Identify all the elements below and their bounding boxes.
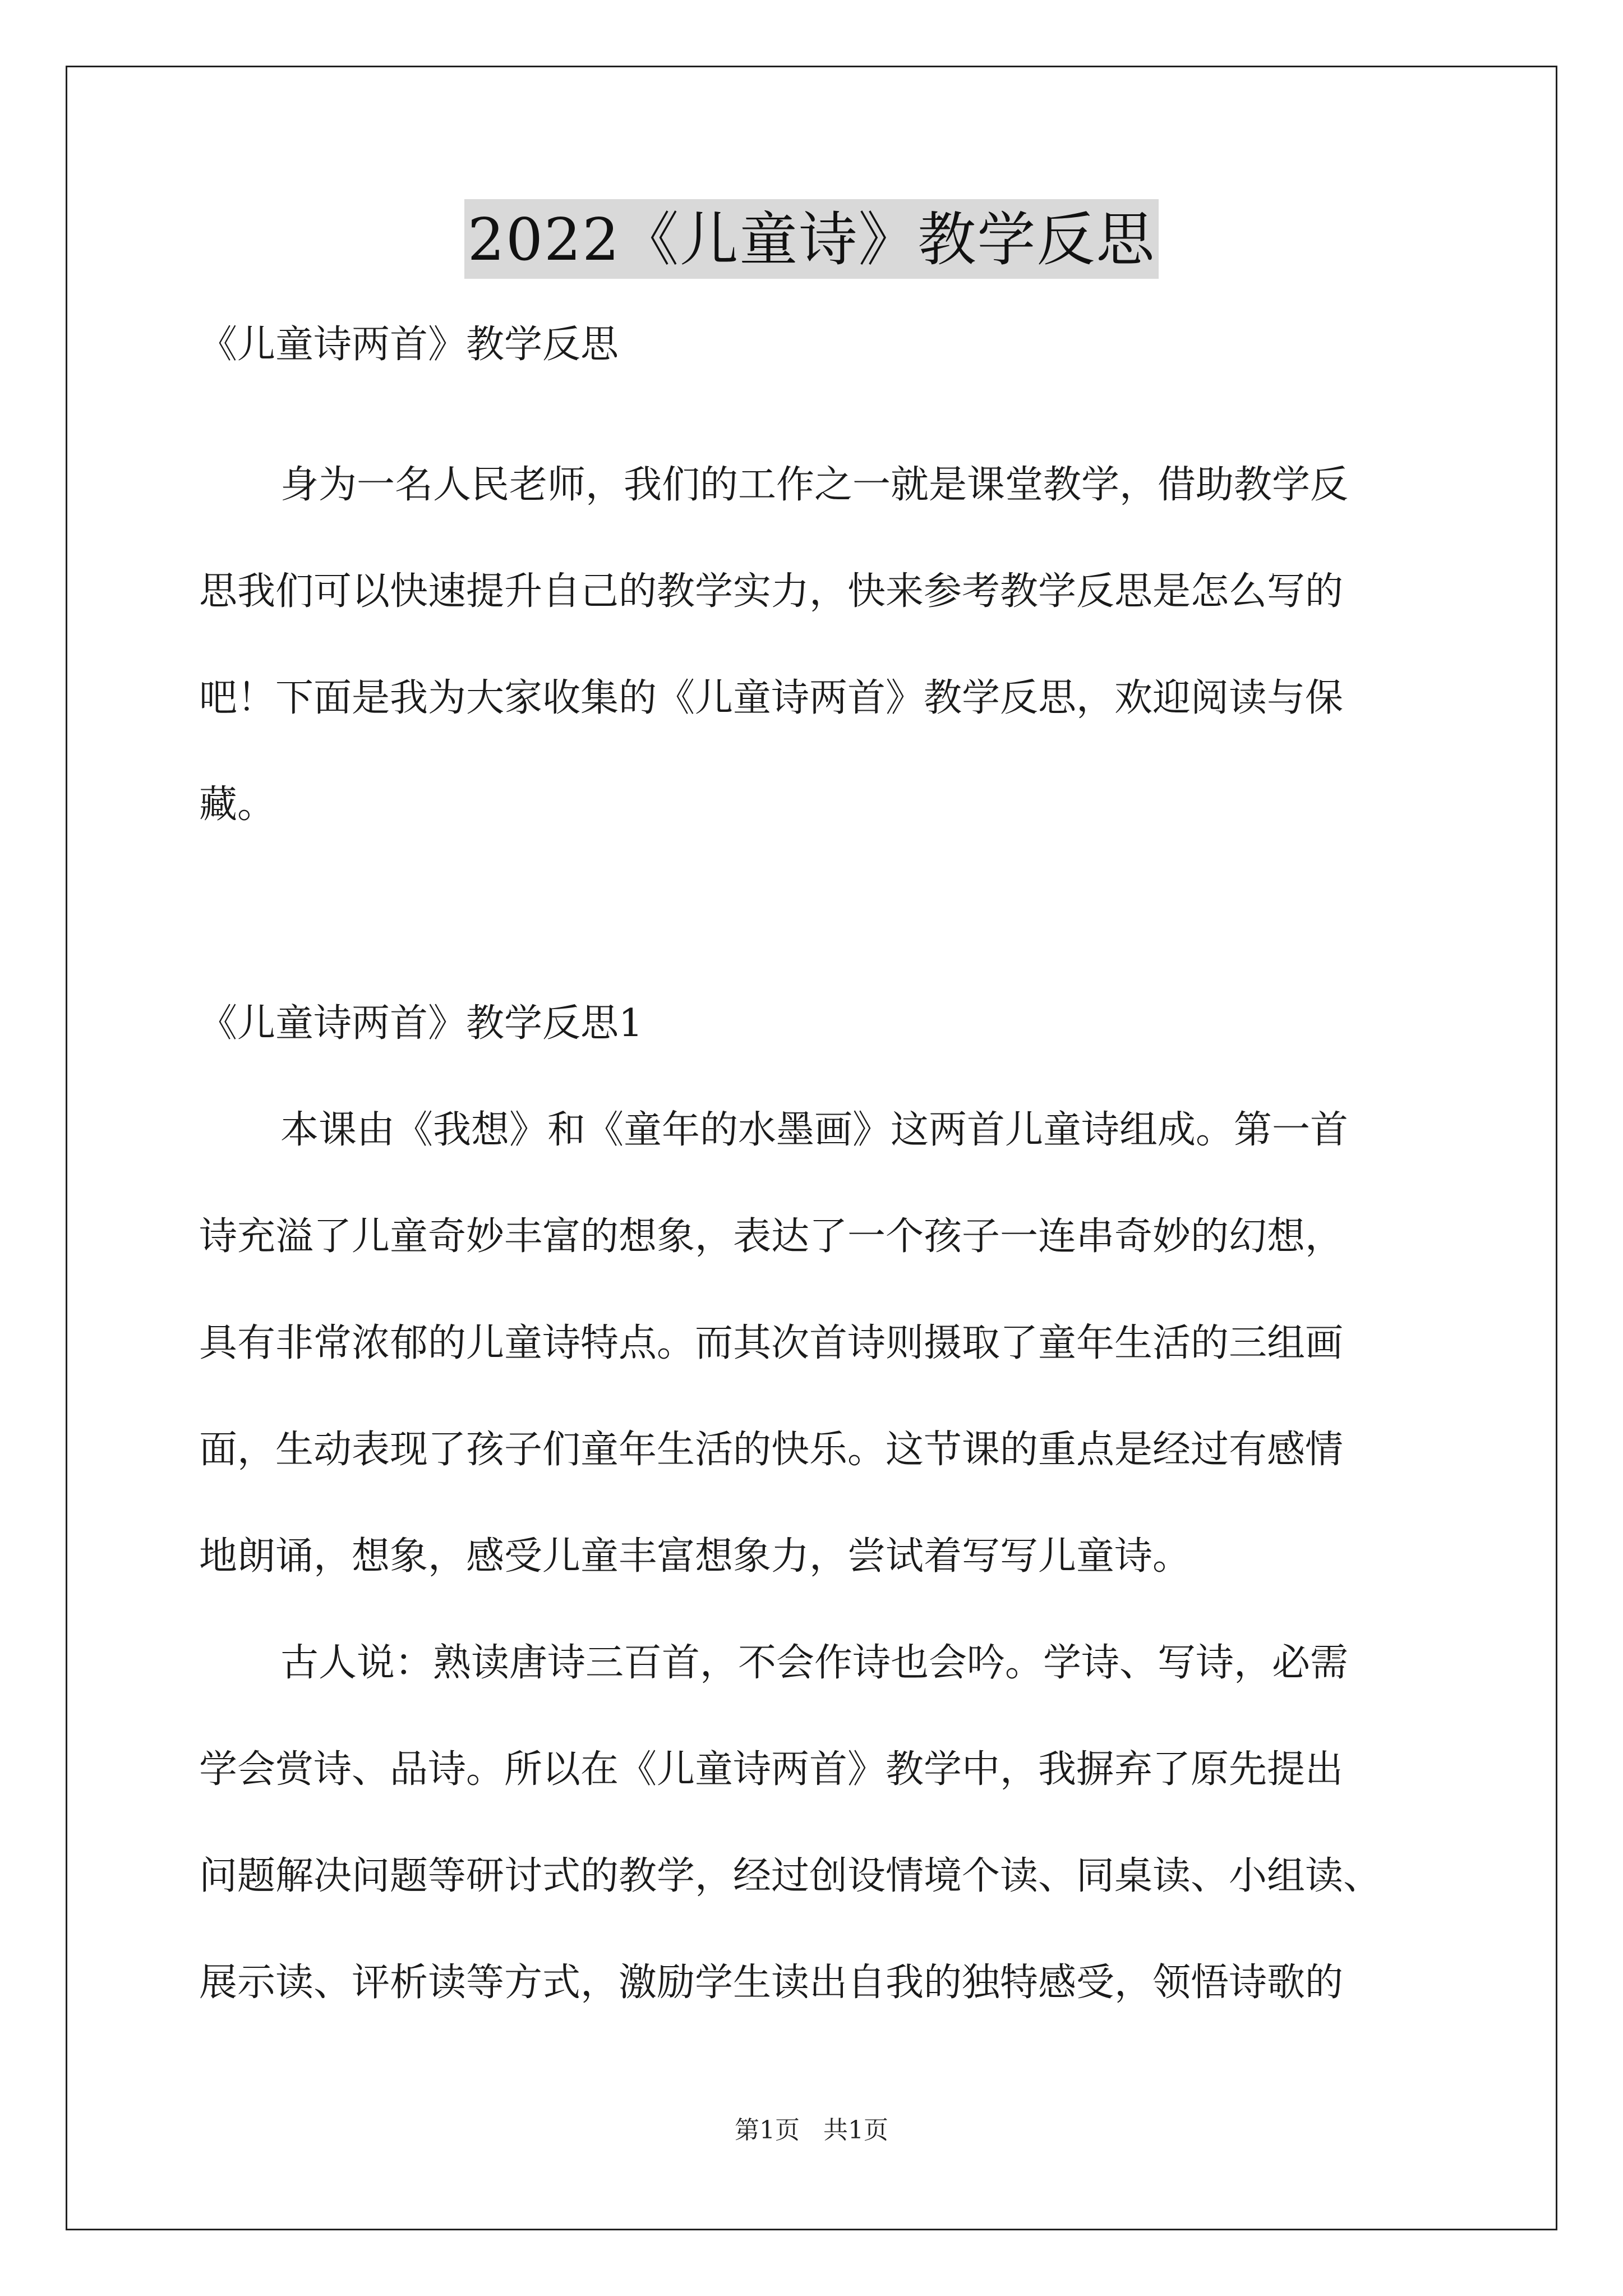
paragraph-line: 本课由《我想》和《童年的水墨画》这两首儿童诗组成。第一首 [280, 1108, 1349, 1152]
paragraph-line: 吧！下面是我为大家收集的《儿童诗两首》教学反思，欢迎阅读与保 [199, 676, 1344, 720]
paragraph-line: 古人说：熟读唐诗三百首，不会作诗也会吟。学诗、写诗，必需 [280, 1641, 1349, 1685]
page-total: 共1页 [823, 2116, 888, 2145]
paragraph-line: 身为一名人民老师，我们的工作之一就是课堂教学，借助教学反 [280, 463, 1349, 507]
paragraph-line: 面，生动表现了孩子们童年生活的快乐。这节课的重点是经过有感情 [199, 1428, 1344, 1472]
page-footer [0, 2115, 1623, 2146]
section-heading: 《儿童诗两首》教学反思1 [199, 1001, 643, 1046]
paragraph-line: 问题解决问题等研讨式的教学，经过创设情境个读、同桌读、小组读、 [199, 1854, 1382, 1898]
paragraph-line: 具有非常浓郁的儿童诗特点。而其次首诗则摄取了童年生活的三组画 [199, 1321, 1344, 1365]
paragraph-line: 展示读、评析读等方式，激励学生读出自我的独特感受，领悟诗歌的 [199, 1961, 1344, 2005]
paragraph-line: 藏。 [199, 783, 276, 827]
paragraph-line: 地朗诵，想象，感受儿童丰富想象力，尝试着写写儿童诗。 [199, 1534, 1191, 1579]
title-container [0, 199, 1623, 279]
document-title: 2022《儿童诗》教学反思 [464, 199, 1159, 279]
page-number: 第1页 [735, 2116, 800, 2145]
section-heading: 《儿童诗两首》教学反思 [199, 323, 619, 367]
paragraph-line: 诗充溢了儿童奇妙丰富的想象，表达了一个孩子一连串奇妙的幻想， [199, 1214, 1344, 1259]
paragraph-line: 思我们可以快速提升自己的教学实力，快来参考教学反思是怎么写的 [199, 569, 1344, 614]
paragraph-line: 学会赏诗、品诗。所以在《儿童诗两首》教学中，我摒弃了原先提出 [199, 1747, 1344, 1792]
